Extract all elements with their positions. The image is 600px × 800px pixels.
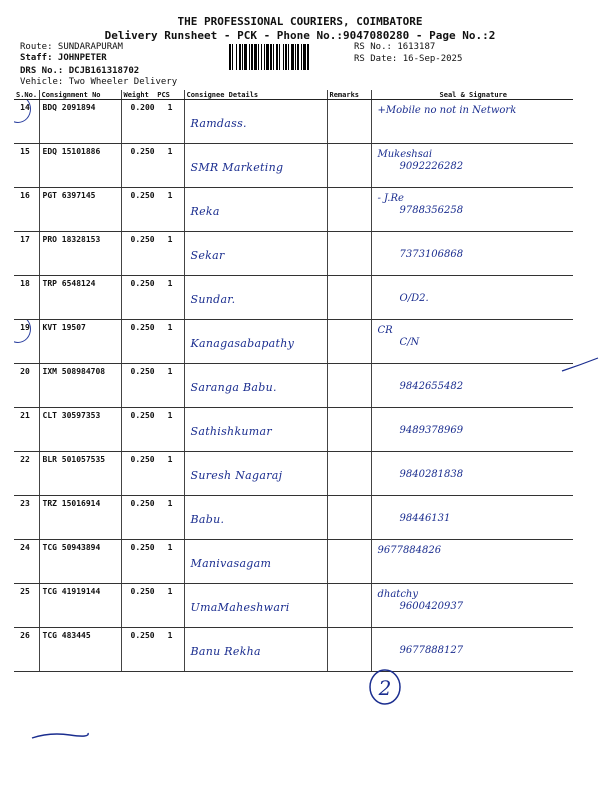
vehicle-label: Vehicle: Two Wheeler Delivery — [20, 77, 178, 87]
consignee-handwriting: Banu Rekha — [190, 645, 261, 658]
row-weight: 0.250 — [130, 499, 155, 508]
row-sno: 16 — [14, 188, 39, 232]
row-consignment: TCG 483445 — [39, 628, 121, 672]
row-consignment: EDQ 15101886 — [39, 144, 121, 188]
row-pcs: 1 — [167, 631, 173, 640]
row-pcs: 1 — [167, 103, 173, 112]
row-weight: 0.250 — [130, 323, 155, 332]
row-consignee — [184, 408, 327, 452]
row-weight-pcs — [121, 276, 184, 320]
row-remarks — [327, 144, 371, 188]
row-weight-pcs — [121, 496, 184, 540]
table-row — [14, 276, 573, 320]
table-row — [14, 188, 573, 232]
row-sno: 25 — [14, 584, 39, 628]
row-signature — [371, 584, 573, 628]
consignee-handwriting: Babu. — [190, 513, 225, 526]
row-remarks — [327, 364, 371, 408]
row-weight: 0.250 — [130, 147, 155, 156]
row-weight: 0.250 — [130, 587, 155, 596]
col-consignment: Consignment No — [39, 90, 121, 100]
consignee-handwriting: Saranga Babu. — [190, 381, 277, 394]
row-consignment: PRO 18328153 — [39, 232, 121, 276]
row-signature — [371, 408, 573, 452]
table-row — [14, 540, 573, 584]
signature-handwriting: 9677884826 — [377, 545, 442, 556]
row-weight: 0.250 — [130, 191, 155, 200]
signature-phone: 9842655482 — [399, 381, 464, 392]
row-consignee — [184, 100, 327, 144]
row-consignee — [184, 628, 327, 672]
row-consignee — [184, 276, 327, 320]
barcode-image — [228, 44, 350, 70]
margin-stroke — [560, 355, 600, 375]
staff-label: Staff: JOHNPETER — [20, 53, 107, 63]
row-weight: 0.250 — [130, 235, 155, 244]
route-label: Route: SUNDARAPURAM — [20, 42, 123, 52]
row-weight: 0.250 — [130, 411, 155, 420]
row-pcs: 1 — [167, 543, 173, 552]
row-weight-pcs — [121, 320, 184, 364]
row-consignee — [184, 232, 327, 276]
consignee-handwriting: Sathishkumar — [190, 425, 272, 438]
consignee-handwriting: UmaMaheshwari — [190, 601, 290, 614]
signature-handwriting: Mukeshsai — [377, 149, 433, 160]
table-row — [14, 452, 573, 496]
table-row — [14, 100, 573, 144]
row-weight-pcs — [121, 628, 184, 672]
row-consignment: TCG 41919144 — [39, 584, 121, 628]
row-remarks — [327, 408, 371, 452]
row-signature — [371, 232, 573, 276]
col-sno: S.No. — [16, 90, 38, 99]
row-weight-pcs — [121, 144, 184, 188]
circle-mark — [14, 320, 31, 344]
row-pcs: 1 — [167, 279, 173, 288]
row-pcs: 1 — [167, 411, 173, 420]
row-pcs: 1 — [167, 147, 173, 156]
row-consignment: TRP 6548124 — [39, 276, 121, 320]
row-sno: 24 — [14, 540, 39, 584]
table-row — [14, 320, 573, 364]
row-consignee — [184, 452, 327, 496]
company-name: THE PROFESSIONAL COURIERS, COIMBATORE — [177, 15, 423, 28]
row-pcs: 1 — [167, 499, 173, 508]
col-remarks: Remarks — [327, 90, 371, 100]
consignee-handwriting: Sundar. — [190, 293, 236, 306]
row-consignee — [184, 364, 327, 408]
consignee-handwriting: SMR Marketing — [190, 161, 284, 174]
table-row — [14, 232, 573, 276]
row-weight-pcs — [121, 232, 184, 276]
row-weight-pcs — [121, 408, 184, 452]
row-consignment: BDQ 2091894 — [39, 100, 121, 144]
row-consignment: TCG 50943894 — [39, 540, 121, 584]
row-weight: 0.250 — [130, 367, 155, 376]
row-remarks — [327, 232, 371, 276]
signature-handwriting: +Mobile no not in Network — [377, 105, 517, 116]
drs-number: DRS No.: DCJB161318702 — [20, 66, 140, 76]
circle-mark — [14, 100, 31, 124]
row-remarks — [327, 584, 371, 628]
row-remarks — [327, 452, 371, 496]
signature-phone: 9677888127 — [399, 645, 464, 656]
row-weight: 0.250 — [130, 543, 155, 552]
row-weight: 0.250 — [130, 455, 155, 464]
signature-handwriting: dhatchy — [377, 589, 419, 600]
row-weight-pcs — [121, 452, 184, 496]
row-weight: 0.200 — [130, 103, 155, 112]
row-consignment: KVT 19507 — [39, 320, 121, 364]
row-consignment: IXM 508984708 — [39, 364, 121, 408]
row-sno: 26 — [14, 628, 39, 672]
signature-phone: 9840281838 — [399, 469, 464, 480]
row-consignment: PGT 6397145 — [39, 188, 121, 232]
consignee-handwriting: Kanagasabapathy — [190, 337, 295, 350]
row-signature — [371, 100, 573, 144]
consignee-handwriting: Reka — [190, 205, 220, 218]
row-sno: 21 — [14, 408, 39, 452]
row-weight-pcs — [121, 540, 184, 584]
row-remarks — [327, 496, 371, 540]
row-sno: 18 — [14, 276, 39, 320]
page-number-mark — [368, 668, 402, 706]
row-weight-pcs — [121, 584, 184, 628]
row-sno: 17 — [14, 232, 39, 276]
signature-phone: 7373106868 — [399, 249, 464, 260]
row-remarks — [327, 188, 371, 232]
row-weight-pcs — [121, 364, 184, 408]
row-signature — [371, 364, 573, 408]
row-signature — [371, 276, 573, 320]
row-pcs: 1 — [167, 235, 173, 244]
row-sno: 15 — [14, 144, 39, 188]
signature-phone: 98446131 — [399, 513, 451, 524]
signature-handwriting: - J.Re — [377, 193, 404, 204]
table-row — [14, 144, 573, 188]
row-signature — [371, 144, 573, 188]
row-signature — [371, 628, 573, 672]
row-consignee — [184, 496, 327, 540]
signature-phone: O/D2. — [399, 293, 429, 304]
row-pcs: 1 — [167, 367, 173, 376]
row-consignee — [184, 188, 327, 232]
row-pcs: 1 — [167, 191, 173, 200]
consignee-handwriting: Sekar — [190, 249, 225, 262]
runsheet-table — [14, 90, 573, 672]
table-row — [14, 364, 573, 408]
row-weight-pcs — [121, 100, 184, 144]
page-mark-digit: 2 — [378, 676, 392, 700]
row-sno: 22 — [14, 452, 39, 496]
row-signature — [371, 188, 573, 232]
row-signature — [371, 452, 573, 496]
row-remarks — [327, 540, 371, 584]
signature-phone: 9788356258 — [399, 205, 464, 216]
table-row — [14, 584, 573, 628]
signature-phone: C/N — [399, 337, 420, 348]
row-remarks — [327, 628, 371, 672]
row-signature — [371, 496, 573, 540]
row-consignee — [184, 584, 327, 628]
row-consignment: TRZ 15016914 — [39, 496, 121, 540]
table-header-row — [14, 90, 573, 100]
row-signature — [371, 540, 573, 584]
col-consignee: Consignee Details — [184, 90, 327, 100]
consignee-handwriting: Manivasagam — [190, 557, 272, 570]
row-remarks — [327, 320, 371, 364]
rs-number: RS No.: 1613187 — [354, 42, 436, 52]
row-consignment: CLT 30597353 — [39, 408, 121, 452]
row-pcs: 1 — [167, 587, 173, 596]
table-row — [14, 408, 573, 452]
pen-stroke — [30, 728, 90, 742]
row-consignee — [184, 320, 327, 364]
row-remarks — [327, 100, 371, 144]
signature-phone: 9600420937 — [399, 601, 464, 612]
row-consignment: BLR 501057535 — [39, 452, 121, 496]
row-pcs: 1 — [167, 323, 173, 332]
runsheet-title: Delivery Runsheet - PCK - Phone No.:9047080280 - Page No.:2 — [104, 29, 496, 42]
table-row — [14, 628, 573, 672]
row-sno: 14 — [14, 100, 39, 144]
row-pcs: 1 — [167, 455, 173, 464]
row-weight: 0.250 — [130, 279, 155, 288]
rs-date: RS Date: 16-Sep-2025 — [354, 54, 463, 64]
signature-handwriting: CR — [377, 325, 393, 336]
col-seal-signature: Seal & Signature — [371, 90, 573, 100]
consignee-handwriting: Suresh Nagaraj — [190, 469, 283, 482]
consignee-handwriting: Ramdass. — [190, 117, 247, 130]
row-sno: 20 — [14, 364, 39, 408]
row-sno: 19 — [14, 320, 39, 364]
signature-phone: 9092226282 — [399, 161, 464, 172]
row-signature — [371, 320, 573, 364]
row-consignee — [184, 144, 327, 188]
row-weight: 0.250 — [130, 631, 155, 640]
row-weight-pcs — [121, 188, 184, 232]
signature-phone: 9489378969 — [399, 425, 464, 436]
col-weight-pcs: Weight PCS — [121, 90, 184, 100]
row-sno: 23 — [14, 496, 39, 540]
table-row — [14, 496, 573, 540]
row-consignee — [184, 540, 327, 584]
row-remarks — [327, 276, 371, 320]
